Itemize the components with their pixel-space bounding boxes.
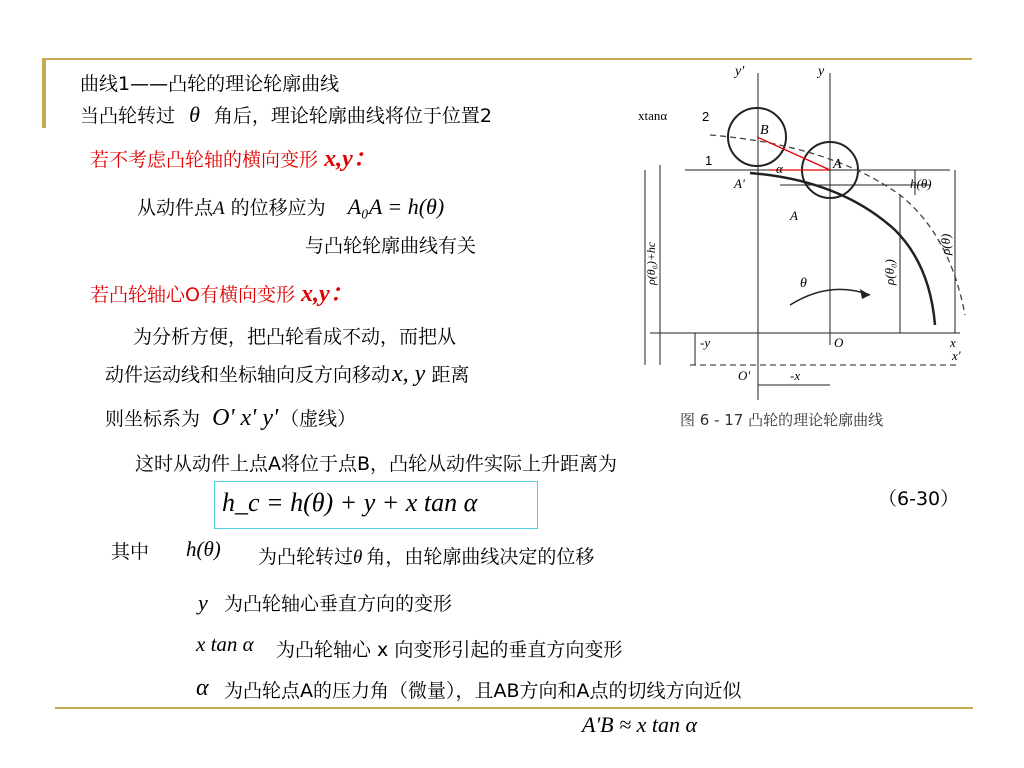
header-line-2: 当凸轮转过 θ 角后，理论轮廓曲线将位于位置2 xyxy=(80,102,493,127)
label-curve-2: 2 xyxy=(702,109,710,124)
label-xtan: xtanα xyxy=(638,108,668,123)
ab-line xyxy=(757,137,830,170)
case1-relation: 与凸轮轮廓曲线有关 xyxy=(305,235,477,257)
xtan-symbol: x tan α xyxy=(196,632,254,656)
case2-heading: 若凸轮轴心O有横向变形 x,y： xyxy=(90,281,354,307)
alpha-desc: 为凸轮点A的压力角（微量），且AB方向和A点的切线方向近似 xyxy=(224,680,742,702)
case2-para3: 则坐标系为 O' x' y' （虚线） xyxy=(105,405,357,431)
profile-curve-1 xyxy=(750,173,935,325)
label-y: y xyxy=(818,64,825,79)
label-curve-1: 1 xyxy=(705,153,713,168)
label-alpha: α xyxy=(776,161,783,176)
xtan-desc: 为凸轮轴心 x 向变形引起的垂直方向变形 xyxy=(276,639,623,661)
header-line-1: 曲线1——凸轮的理论轮廓曲线 xyxy=(80,73,340,95)
label-theta: θ xyxy=(800,276,807,291)
label-h-theta: h(θ) xyxy=(910,176,932,191)
case1-heading: 若不考虑凸轮轴的横向变形 x,y： xyxy=(90,146,377,172)
case2-rise-text: 这时从动件上点A将位于点B，凸轮从动件实际上升距离为 xyxy=(135,453,618,475)
label-neg-x: -x xyxy=(790,368,801,383)
label-o-prime: O' xyxy=(738,368,751,383)
cam-profile-figure xyxy=(630,55,970,435)
label-x-prime: x' xyxy=(952,348,961,363)
case2-para1: 为分析方便，把凸轮看成不动，而把从 xyxy=(133,326,457,348)
y-desc: 为凸轮轴心垂直方向的变形 xyxy=(224,593,453,615)
where-label: 其中 xyxy=(111,541,150,563)
h-theta-desc: 为凸轮转过θ 角，由轮廓曲线决定的位移 xyxy=(258,546,595,568)
h-theta-symbol: h(θ) xyxy=(186,537,221,561)
main-formula: h_c = h(θ) + y + x tan α xyxy=(222,488,478,517)
alpha-symbol: α xyxy=(196,675,209,701)
formula-number: （6-30） xyxy=(878,488,960,510)
case1-displacement: 从动件点A 的位移应为 A₀A = h(θ) xyxy=(137,194,445,219)
label-neg-y: -y xyxy=(700,335,711,350)
left-accent-bar xyxy=(42,60,46,128)
figure-caption: 图 6 - 17 凸轮的理论轮廓曲线 xyxy=(680,411,884,429)
label-a-prime: A' xyxy=(734,176,745,191)
label-a0: A xyxy=(790,208,798,223)
y-symbol: y xyxy=(198,590,208,615)
label-rho-left: ρ(θ₀)+hc xyxy=(644,241,658,285)
label-rho-theta: ρ(θ) xyxy=(938,233,953,255)
label-y-prime: y' xyxy=(735,64,745,79)
label-x: x xyxy=(950,335,956,350)
label-rho-theta0: ρ(θ₀) xyxy=(882,259,897,285)
label-a: A xyxy=(833,157,842,172)
label-b: B xyxy=(760,123,769,138)
approx-formula: A'B ≈ x tan α xyxy=(582,712,698,737)
bottom-divider xyxy=(55,707,973,709)
label-o: O xyxy=(834,335,844,350)
case2-para2: 动件运动线和坐标轴向反方向移动x, y 距离 xyxy=(105,361,470,387)
